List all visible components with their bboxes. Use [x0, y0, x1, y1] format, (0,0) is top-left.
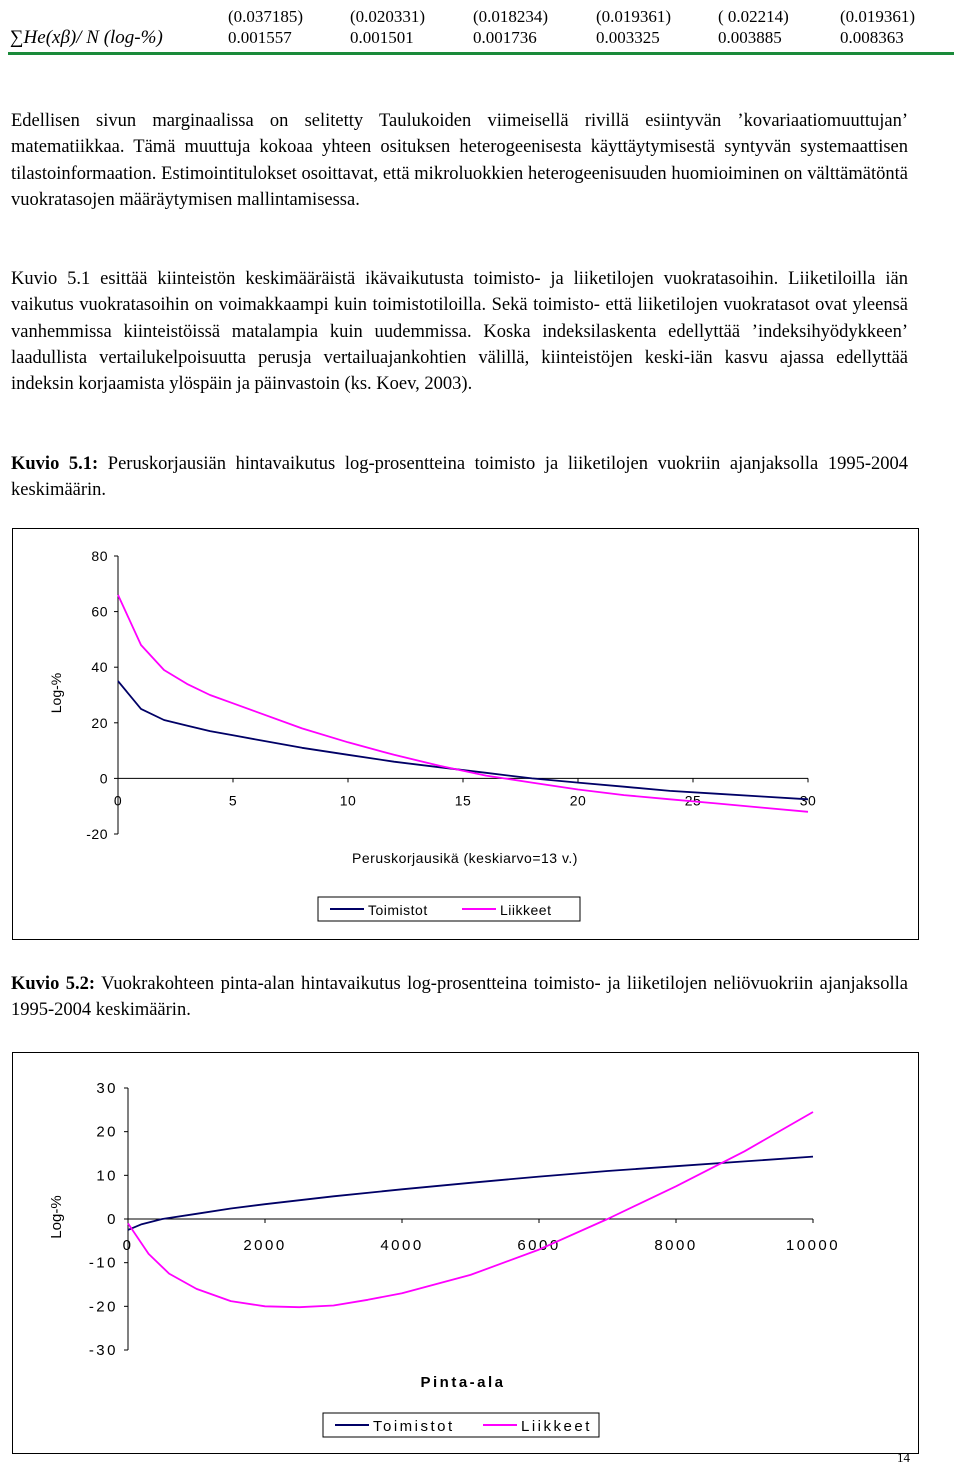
x-tick-label: 8000 — [654, 1237, 698, 1254]
y-tick-label: 60 — [91, 603, 108, 620]
y-tick-label: 0 — [99, 770, 108, 787]
results-table-row — [0, 0, 960, 58]
caption-label: Kuvio 5.2: — [11, 974, 96, 994]
coef-value: 0.003325 — [596, 28, 660, 47]
legend-label: Liikkeet — [500, 902, 552, 918]
caption-text: Peruskorjausiän hintavaikutus log-prosentteina toimisto ja liiketilojen vuokriin ajanjaksolla 1995-2004 keskimäärin. — [11, 454, 908, 501]
coef-value: 0.001736 — [473, 28, 537, 47]
y-axis-label: Log-% — [48, 1195, 65, 1239]
y-tick-label: 0 — [107, 1211, 118, 1228]
coef-value: 0.008363 — [840, 28, 904, 47]
x-tick-label: 5 — [228, 792, 238, 809]
paragraph-covariate: Edellisen sivun marginaalissa on selitetty Taulukoiden viimeisellä rivillä esiintyvän ’kovariaatiomuuttujan’ matematiikkaa. Tämä muuttuja kokoaa yhteen osituksen heterogeenisesta käyttäytymisestä syntyvän systemaattisen tilastoinformaation. Estimointitulokset osoittavat, että mikroluokkien heterogeenisuuden huomioiminen on välttämätöntä vuokratasojen määräytymisen mallintamisessa. — [11, 111, 908, 210]
x-axis-label: Peruskorjausikä (keskiarvo=13 v.) — [352, 850, 578, 866]
y-tick-label: 40 — [91, 659, 108, 676]
x-axis-label: Pinta-ala — [420, 1374, 506, 1391]
se-value: (0.018234) — [473, 7, 549, 26]
x-tick-label: 10 — [339, 792, 357, 809]
x-tick-label: 2000 — [243, 1237, 287, 1254]
x-tick-label: 10000 — [785, 1237, 841, 1254]
chart-5-2 — [12, 1052, 919, 1454]
caption-label: Kuvio 5.1: — [11, 454, 99, 474]
y-tick-label: -20 — [88, 1298, 118, 1316]
figure-caption-5-2 — [11, 971, 908, 1024]
legend-label: Liikkeet — [521, 1418, 592, 1435]
y-tick-label: -10 — [88, 1254, 118, 1272]
y-tick-label: 10 — [96, 1167, 118, 1185]
coef-value: 0.001557 — [228, 28, 292, 47]
y-tick-label: -30 — [88, 1342, 118, 1359]
coef-value: 0.001501 — [350, 28, 414, 47]
x-tick-label: 15 — [454, 792, 472, 809]
x-tick-label: 30 — [799, 792, 817, 809]
chart-5-1 — [12, 528, 919, 940]
series-line-liikkeet — [128, 1112, 813, 1307]
y-tick-label: 20 — [96, 1123, 118, 1141]
se-value: (0.020331) — [350, 7, 426, 26]
x-tick-label: 4000 — [380, 1237, 424, 1254]
legend-label: Toimistot — [373, 1418, 455, 1435]
coef-value: 0.003885 — [718, 28, 782, 47]
y-tick-label: 20 — [91, 714, 108, 731]
figure-caption-5-1 — [11, 451, 908, 504]
x-tick-label: 20 — [569, 792, 587, 809]
row-label: ∑He(xβ)/ N (log-%) — [10, 27, 163, 48]
page-number: 14 — [897, 1450, 910, 1465]
paragraph-age-effect: Kuvio 5.1 esittää kiinteistön keskimääräistä ikävaikutusta toimisto- ja liiketilojen vuokratasoihin. Liiketiloilla iän vaikutus vuokratasoihin on voimakkaampi kuin toimistotiloilla. Sekä toimisto- että liiketilojen vuokratasot ovat yleensä vanhemmissa kiinteistöissä matalampia kuin uudemmissa. Koska indeksilaskenta edellyttää ’indeksihyödykkeen’ laadullista vertailukelpoisuutta perusja vertailuajankohtien välillä, kiinteistöjen keski-iän kasvu ajassa edellyttää indeksin korjaamista ylöspäin ja päinvastoin (ks. Koev, 2003). — [11, 269, 908, 395]
se-value: (0.019361) — [840, 7, 916, 26]
x-tick-label: 0 — [122, 1237, 134, 1254]
chart-5-1-svg — [13, 529, 918, 939]
se-value: (0.037185) — [228, 7, 304, 26]
caption-text: Vuokrakohteen pinta-alan hintavaikutus log-prosentteina toimisto- ja liiketilojen neliövuokriin ajanjaksolla 1995-2004 keskimäärin. — [11, 974, 908, 1021]
y-tick-label: -20 — [86, 826, 108, 842]
y-axis-label: Log-% — [48, 672, 64, 714]
se-value: ( 0.02214) — [718, 7, 789, 26]
x-tick-label: 6000 — [517, 1237, 561, 1254]
y-tick-label: 80 — [91, 548, 108, 564]
x-tick-label: 0 — [113, 792, 123, 809]
table-bottom-rule — [8, 52, 954, 55]
legend-label: Toimistot — [368, 902, 428, 918]
y-tick-label: 30 — [96, 1080, 118, 1097]
chart-5-2-svg — [13, 1053, 918, 1453]
x-tick-label: 25 — [684, 792, 702, 809]
se-value: (0.019361) — [596, 7, 672, 26]
